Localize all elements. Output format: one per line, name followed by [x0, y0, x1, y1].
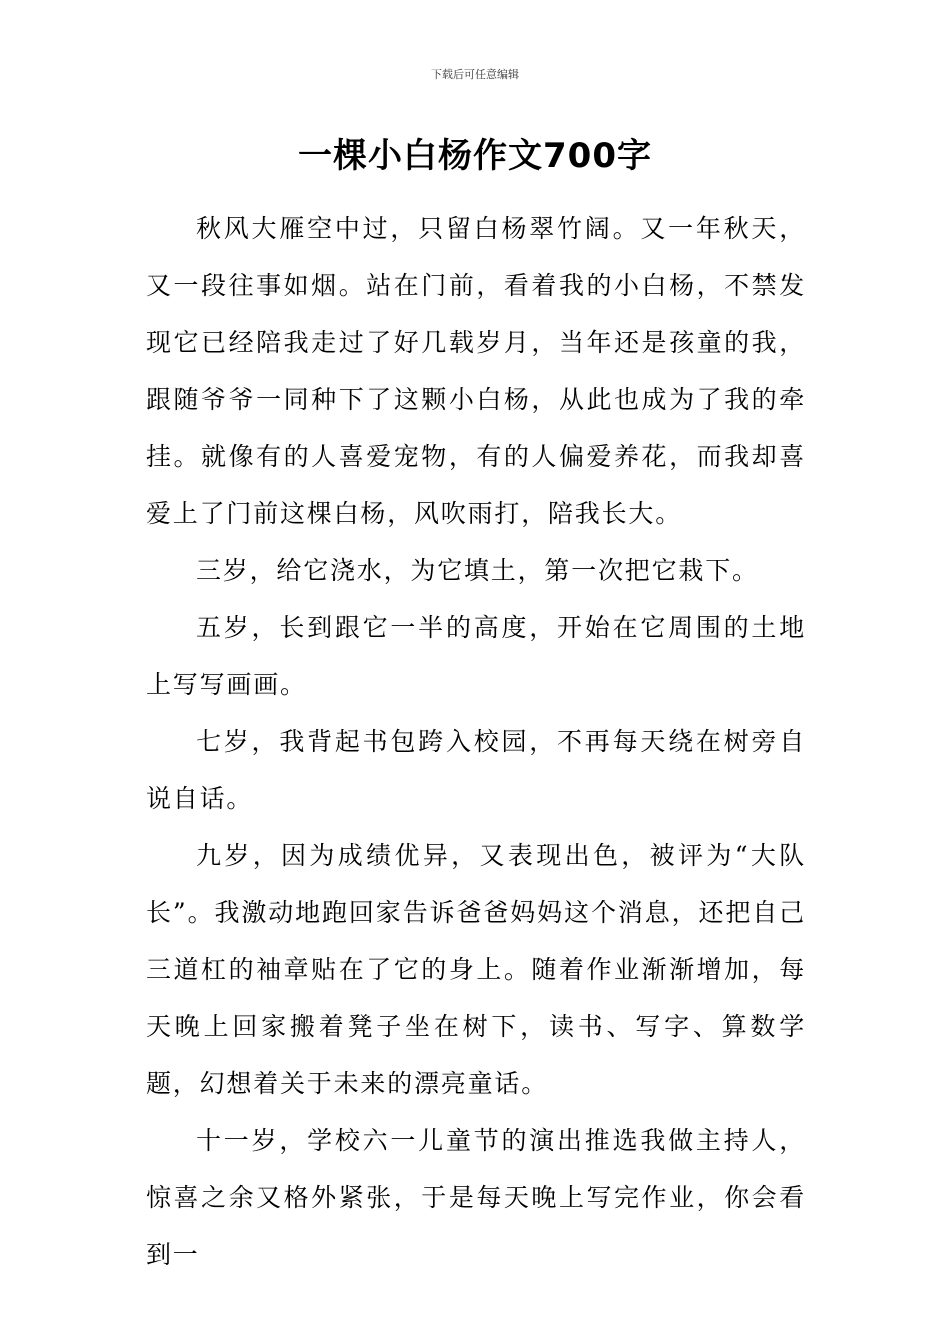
paragraph-6: 十一岁，学校六一儿童节的演出推选我做主持人，惊喜之余又格外紧张，于是每天晚上写完作业，你会看到一: [146, 1126, 806, 1269]
paragraph-5: 九岁，因为成绩优异，又表现出色，被评为“大队长”。我激动地跑回家告诉爸爸妈妈这个消息，还把自己三道杠的袖章贴在了它的身上。随着作业渐渐增加，每天晚上回家搬着凳子坐在树下，读书、写字、算数学题，幻想着关于未来的漂亮童话。: [146, 841, 806, 1098]
header-note: 下载后可任意编辑: [431, 68, 519, 81]
paragraph-2: 三岁，给它浇水，为它填土，第一次把它栽下。: [196, 556, 759, 585]
paragraph-4: 七岁，我背起书包跨入校园，不再每天绕在树旁自说自话。: [146, 727, 806, 813]
document-title: 一棵小白杨作文700字: [298, 136, 652, 176]
paragraph-1: 秋风大雁空中过，只留白杨翠竹阔。又一年秋天，又一段往事如烟。站在门前，看着我的小白杨，不禁发现它已经陪我走过了好几载岁月，当年还是孩童的我，跟随爷爷一同种下了这颗小白杨，从此也成为了我的牵挂。就像有的人喜爱宠物，有的人偏爱养花，而我却喜爱上了门前这棵白杨，风吹雨打，陪我长大。: [146, 214, 806, 528]
paragraph-3: 五岁，长到跟它一半的高度，开始在它周围的土地上写写画画。: [146, 613, 806, 699]
document-body: [146, 200, 806, 1283]
